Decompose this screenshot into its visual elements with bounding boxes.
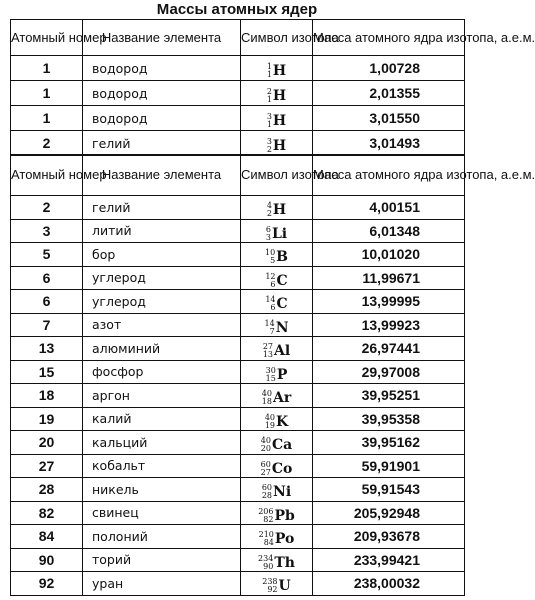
element-symbol: U bbox=[278, 578, 291, 595]
element-symbol: B bbox=[276, 249, 289, 266]
table-row bbox=[11, 548, 465, 572]
element-symbol: Ni bbox=[273, 484, 292, 501]
header-atomic-number: Атомный номер bbox=[11, 155, 83, 196]
isotope-scripts bbox=[262, 484, 272, 500]
atomic-number-cell: 5 bbox=[11, 243, 83, 267]
isotope-symbol-cell bbox=[241, 431, 313, 455]
mass-number: 12 bbox=[265, 271, 276, 281]
isotope-symbol-cell bbox=[241, 313, 313, 337]
atomic-number-cell: 15 bbox=[11, 360, 83, 384]
table-row bbox=[11, 219, 465, 243]
element-symbol: H bbox=[272, 88, 287, 104]
isotope-notation bbox=[263, 343, 290, 359]
charge-number: 82 bbox=[263, 514, 274, 524]
header-element-name: Название элемента bbox=[83, 20, 241, 56]
element-name-cell: водород bbox=[83, 106, 241, 131]
isotope-notation bbox=[261, 437, 292, 453]
element-name-cell: никель bbox=[83, 478, 241, 502]
header-isotope-symbol: Символ изотопа bbox=[241, 155, 313, 196]
charge-number: 18 bbox=[261, 397, 272, 407]
atomic-number-cell: 1 bbox=[11, 81, 83, 106]
mass-number: 3 bbox=[266, 112, 272, 121]
isotope-symbol-cell bbox=[241, 384, 313, 408]
isotope-symbol-cell bbox=[241, 454, 313, 478]
isotope-scripts bbox=[265, 320, 275, 336]
table-header-row bbox=[11, 20, 465, 56]
element-name-cell: фосфор bbox=[83, 360, 241, 384]
element-symbol: Li bbox=[271, 225, 288, 242]
isotope-symbol-cell bbox=[241, 478, 313, 502]
isotope-scripts bbox=[258, 508, 273, 524]
isotope-scripts bbox=[262, 390, 272, 406]
element-name-cell: полоний bbox=[83, 525, 241, 549]
atomic-number-cell: 3 bbox=[11, 219, 83, 243]
mass-number: 30 bbox=[265, 365, 276, 375]
nuclear-mass-cell: 13,99923 bbox=[313, 313, 465, 337]
table-row bbox=[11, 525, 465, 549]
mass-number: 238 bbox=[262, 577, 278, 587]
isotope-scripts bbox=[267, 202, 272, 218]
header-nuclear-mass: Масса атомного ядра изотопа, а.е.м. bbox=[313, 20, 465, 56]
charge-number: 3 bbox=[265, 232, 271, 242]
nuclear-mass-cell: 3,01550 bbox=[313, 106, 465, 131]
isotope-symbol-cell bbox=[241, 572, 313, 596]
atomic-number-cell: 28 bbox=[11, 478, 83, 502]
nuclear-mass-cell: 3,01493 bbox=[313, 131, 465, 156]
header-atomic-number: Атомный номер bbox=[11, 20, 83, 56]
isotope-notation bbox=[267, 88, 286, 104]
table-row bbox=[11, 384, 465, 408]
charge-number: 92 bbox=[267, 585, 278, 595]
nuclear-mass-cell: 13,99995 bbox=[313, 290, 465, 314]
element-name-cell: литий bbox=[83, 219, 241, 243]
charge-number: 20 bbox=[260, 444, 271, 454]
isotope-notation bbox=[262, 390, 291, 406]
isotope-scripts bbox=[259, 531, 274, 547]
charge-number: 1 bbox=[266, 70, 272, 79]
atomic-number-cell: 82 bbox=[11, 501, 83, 525]
element-name-cell: бор bbox=[83, 243, 241, 267]
atomic-number-cell: 13 bbox=[11, 337, 83, 361]
mass-number: 1 bbox=[266, 62, 272, 71]
element-symbol: C bbox=[276, 272, 288, 289]
isotope-symbol-cell bbox=[241, 243, 313, 267]
isotope-scripts bbox=[262, 578, 277, 594]
atomic-number-cell: 27 bbox=[11, 454, 83, 478]
atomic-number-cell: 84 bbox=[11, 525, 83, 549]
element-name-cell: углерод bbox=[83, 266, 241, 290]
charge-number: 6 bbox=[270, 303, 276, 313]
isotope-symbol-cell bbox=[241, 219, 313, 243]
isotope-notation bbox=[261, 461, 293, 477]
element-name-cell: торий bbox=[83, 548, 241, 572]
mass-number: 14 bbox=[264, 318, 275, 328]
atomic-number-cell: 20 bbox=[11, 431, 83, 455]
header-element-name: Название элемента bbox=[83, 155, 241, 196]
element-symbol: Ar bbox=[272, 390, 292, 407]
table-row bbox=[11, 313, 465, 337]
element-name-cell: азот bbox=[83, 313, 241, 337]
nuclear-mass-cell: 2,01355 bbox=[313, 81, 465, 106]
charge-number: 13 bbox=[262, 350, 273, 360]
isotope-scripts bbox=[266, 226, 271, 242]
mass-number: 234 bbox=[258, 553, 274, 563]
isotope-scripts bbox=[265, 414, 275, 430]
isotope-scripts bbox=[265, 273, 275, 289]
isotope-notation bbox=[265, 320, 289, 336]
element-name-cell: калий bbox=[83, 407, 241, 431]
isotope-symbol-cell bbox=[241, 56, 313, 81]
element-symbol: N bbox=[275, 319, 289, 336]
charge-number: 1 bbox=[266, 120, 272, 129]
isotope-notation bbox=[266, 226, 287, 242]
isotope-scripts bbox=[265, 296, 275, 312]
nuclear-mass-cell: 39,95358 bbox=[313, 407, 465, 431]
table-row bbox=[11, 360, 465, 384]
charge-number: 5 bbox=[270, 256, 276, 266]
isotope-symbol-cell bbox=[241, 290, 313, 314]
atomic-number-cell: 18 bbox=[11, 384, 83, 408]
element-name-cell: кальций bbox=[83, 431, 241, 455]
isotope-notation bbox=[258, 555, 295, 571]
atomic-number-cell: 2 bbox=[11, 131, 83, 156]
charge-number: 27 bbox=[260, 467, 271, 477]
isotope-symbol-cell bbox=[241, 81, 313, 106]
atomic-number-cell: 6 bbox=[11, 290, 83, 314]
charge-number: 7 bbox=[269, 326, 275, 336]
element-symbol: H bbox=[272, 202, 287, 219]
mass-number: 2 bbox=[266, 87, 272, 96]
table-row bbox=[11, 454, 465, 478]
nuclear-mass-cell: 39,95162 bbox=[313, 431, 465, 455]
nuclear-mass-cell: 1,00728 bbox=[313, 56, 465, 81]
table-row bbox=[11, 407, 465, 431]
nuclear-mass-cell: 6,01348 bbox=[313, 219, 465, 243]
atomic-number-cell: 2 bbox=[11, 196, 83, 220]
element-name-cell: уран bbox=[83, 572, 241, 596]
isotope-notation bbox=[265, 414, 288, 430]
nuclear-mass-cell: 205,92948 bbox=[313, 501, 465, 525]
element-symbol: Al bbox=[274, 343, 291, 360]
element-name-cell: алюминий bbox=[83, 337, 241, 361]
nuclear-mass-cell: 59,91901 bbox=[313, 454, 465, 478]
isotope-notation bbox=[265, 273, 287, 289]
isotope-scripts bbox=[267, 88, 272, 104]
element-name-cell: гелий bbox=[83, 196, 241, 220]
isotope-symbol-cell bbox=[241, 131, 313, 156]
table-row bbox=[11, 81, 465, 106]
isotope-symbol-cell bbox=[241, 407, 313, 431]
table-row bbox=[11, 196, 465, 220]
mass-number: 60 bbox=[261, 483, 273, 493]
atomic-number-cell: 7 bbox=[11, 313, 83, 337]
element-name-cell: аргон bbox=[83, 384, 241, 408]
mass-number: 14 bbox=[265, 295, 276, 305]
isotope-notation bbox=[267, 113, 286, 129]
atomic-number-cell: 19 bbox=[11, 407, 83, 431]
table-row bbox=[11, 106, 465, 131]
charge-number: 84 bbox=[263, 538, 274, 548]
isotope-symbol-cell bbox=[241, 337, 313, 361]
isotope-notation bbox=[265, 296, 287, 312]
nuclear-mass-cell: 26,97441 bbox=[313, 337, 465, 361]
isotope-notation bbox=[265, 249, 288, 265]
charge-number: 28 bbox=[261, 491, 273, 501]
element-symbol: Th bbox=[274, 554, 295, 571]
isotope-symbol-cell bbox=[241, 501, 313, 525]
isotope-scripts bbox=[266, 367, 276, 383]
mass-number: 40 bbox=[264, 412, 275, 422]
isotope-scripts bbox=[258, 555, 273, 571]
isotope-notation bbox=[258, 508, 295, 524]
isotope-symbol-cell bbox=[241, 196, 313, 220]
nuclear-mass-cell: 209,93678 bbox=[313, 525, 465, 549]
isotope-notation bbox=[267, 138, 286, 154]
charge-number: 1 bbox=[266, 95, 272, 104]
element-name-cell: кобальт bbox=[83, 454, 241, 478]
nuclear-mass-cell: 29,97008 bbox=[313, 360, 465, 384]
isotope-scripts bbox=[267, 138, 272, 154]
charge-number: 90 bbox=[263, 561, 274, 571]
isotope-scripts bbox=[267, 63, 272, 79]
element-symbol: Ca bbox=[271, 437, 293, 454]
mass-number: 210 bbox=[258, 530, 274, 540]
isotope-table-main bbox=[10, 154, 535, 596]
isotope-table-hydrogen-helium bbox=[10, 19, 535, 156]
isotope-scripts bbox=[261, 461, 271, 477]
atomic-number-cell: 1 bbox=[11, 56, 83, 81]
isotope-scripts bbox=[265, 249, 275, 265]
charge-number: 2 bbox=[266, 209, 272, 219]
table-row bbox=[11, 56, 465, 81]
element-symbol: H bbox=[272, 63, 287, 79]
element-symbol: Co bbox=[271, 460, 293, 477]
table-row bbox=[11, 572, 465, 596]
nuclear-mass-cell: 59,91543 bbox=[313, 478, 465, 502]
mass-number: 3 bbox=[266, 137, 272, 146]
element-symbol: H bbox=[272, 113, 287, 129]
charge-number: 15 bbox=[265, 373, 276, 383]
mass-number: 10 bbox=[264, 248, 276, 258]
table-row bbox=[11, 501, 465, 525]
table-row bbox=[11, 478, 465, 502]
isotope-notation bbox=[267, 63, 286, 79]
isotope-symbol-cell bbox=[241, 548, 313, 572]
element-name-cell: водород bbox=[83, 81, 241, 106]
table-row bbox=[11, 243, 465, 267]
nuclear-mass-cell: 4,00151 bbox=[313, 196, 465, 220]
header-nuclear-mass: Масса атомного ядра изотопа, а.е.м. bbox=[313, 155, 465, 196]
table-header-row bbox=[11, 155, 465, 196]
atomic-number-cell: 92 bbox=[11, 572, 83, 596]
table-row bbox=[11, 266, 465, 290]
element-symbol: C bbox=[276, 296, 288, 313]
isotope-notation bbox=[259, 531, 295, 547]
charge-number: 6 bbox=[270, 279, 276, 289]
charge-number: 2 bbox=[266, 145, 272, 154]
table-row bbox=[11, 290, 465, 314]
element-name-cell: углерод bbox=[83, 290, 241, 314]
isotope-symbol-cell bbox=[241, 266, 313, 290]
isotope-scripts bbox=[267, 113, 272, 129]
element-symbol: H bbox=[272, 138, 287, 154]
isotope-notation bbox=[262, 578, 291, 594]
element-name-cell: водород bbox=[83, 56, 241, 81]
element-symbol: P bbox=[276, 366, 288, 383]
atomic-number-cell: 1 bbox=[11, 106, 83, 131]
mass-number: 40 bbox=[260, 436, 271, 446]
mass-number: 40 bbox=[261, 389, 272, 399]
nuclear-mass-cell: 11,99671 bbox=[313, 266, 465, 290]
isotope-scripts bbox=[261, 437, 271, 453]
nuclear-mass-cell: 233,99421 bbox=[313, 548, 465, 572]
mass-number: 6 bbox=[265, 224, 271, 234]
element-symbol: Po bbox=[274, 531, 295, 548]
mass-number: 27 bbox=[262, 342, 273, 352]
isotope-symbol-cell bbox=[241, 525, 313, 549]
isotope-scripts bbox=[263, 343, 273, 359]
mass-number: 206 bbox=[258, 506, 274, 516]
table-row bbox=[11, 431, 465, 455]
header-isotope-symbol: Символ изотопа bbox=[241, 20, 313, 56]
table-row bbox=[11, 337, 465, 361]
table-row bbox=[11, 131, 465, 156]
charge-number: 19 bbox=[264, 420, 275, 430]
page-title: Массы атомных ядер bbox=[156, 1, 318, 18]
element-name-cell: свинец bbox=[83, 501, 241, 525]
element-name-cell: гелий bbox=[83, 131, 241, 156]
atomic-number-cell: 90 bbox=[11, 548, 83, 572]
nuclear-mass-cell: 238,00032 bbox=[313, 572, 465, 596]
atomic-number-cell: 6 bbox=[11, 266, 83, 290]
isotope-symbol-cell bbox=[241, 106, 313, 131]
mass-number: 60 bbox=[260, 459, 271, 469]
nuclear-mass-cell: 39,95251 bbox=[313, 384, 465, 408]
element-symbol: Pb bbox=[274, 507, 295, 524]
isotope-symbol-cell bbox=[241, 360, 313, 384]
element-symbol: K bbox=[276, 413, 289, 430]
isotope-notation bbox=[267, 202, 286, 218]
nuclear-mass-cell: 10,01020 bbox=[313, 243, 465, 267]
isotope-notation bbox=[266, 367, 288, 383]
isotope-notation bbox=[262, 484, 291, 500]
mass-number: 4 bbox=[266, 201, 272, 211]
